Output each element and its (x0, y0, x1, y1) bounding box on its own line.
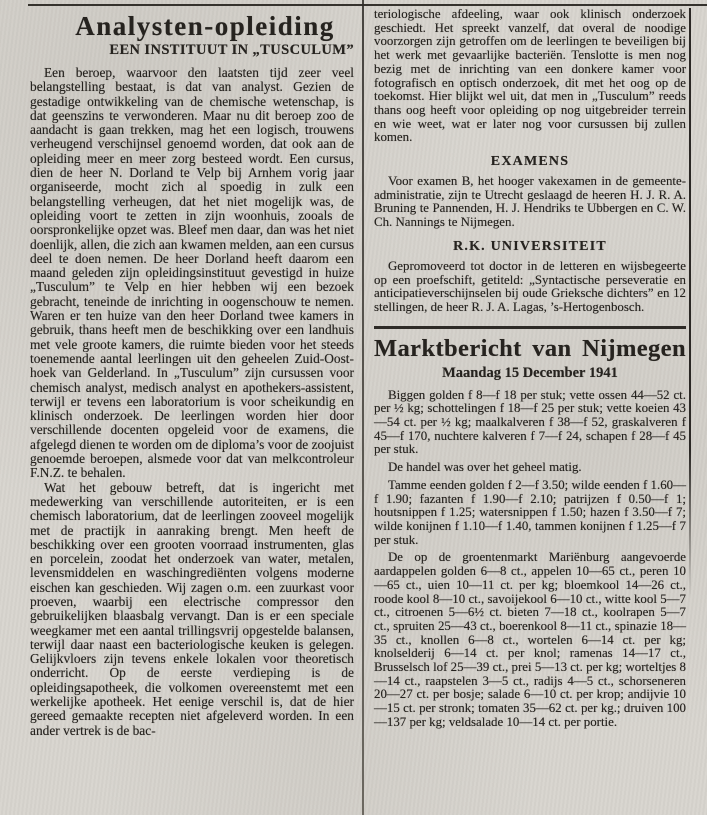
top-horizontal-rule (28, 4, 707, 6)
right-column (374, 8, 686, 730)
rk-universiteit-paragraph: Gepromoveerd tot doctor in de letteren en wijsbegeerte op een proefschift, getiteld: „Syntactische perseveratie en anticipatieverschijnselen bij oude Grieksche dichters” en 12 stellingen, de heer R. J. A. Lagas, ’s-Hertogenbosch. (374, 258, 686, 314)
market-paragraph-trade-note: De handel was over het geheel matig. (388, 460, 582, 475)
market-paragraph-vegetables: De op de groentenmarkt Mariënburg aangevoerde aardappelen golden 6—8 ct., appelen 10—65 ct., peren 10—65 ct., uien 10—11 ct. per kg; bloemkool 14—26 ct., roode kool 8—10 ct., savoijekool 6—10 ct., witte kool 5—7 ct., citroenen 5—6½ ct. bieten 7—18 ct., koolrapen 5—7 ct., spruiten 25—43 ct., boerenkool 8—11 ct., spinazie 18—35 ct., knollen 6—8 ct., wortelen 6—14 ct. per kg; knolselderij 6—14 ct. per knol; ramenas 14—17 ct., Brusselsch lof 25—39 ct., prei 5—13 ct. per kg; worteltjes 8—14 ct., raapstelen 3—5 ct., radijs 4—5 ct., schorseneren 20—27 ct. per bosje; salade 6—10 ct. per krop; andijvie 10—15 ct. per stronk; tomaten 35—62 ct. per kg.; druiven 100—137 per kg; veldsalade 10—14 ct. per portie. (374, 550, 686, 729)
section-heading-rk-universiteit: R.K. UNIVERSITEIT (453, 238, 607, 254)
market-paragraph-livestock: Biggen golden f 8—f 18 per stuk; vette ossen 44—52 ct. per ½ kg; schottelingen f 18—f 25 per stuk; vette koeien 43—54 ct. per ½ kg; maalkalveren f 38—f 52, graskalveren f 45—f 170, nuchtere kalveren f 7—f 24, schapen f 28—f 45 per stuk. (374, 387, 686, 457)
market-report-title: Marktbericht van Nijmegen (374, 334, 686, 362)
article-title: Analysten-opleiding (75, 11, 335, 41)
article-paragraph: Wat het gebouw betreft, dat is ingericht met medewerking van verschillende autoriteiten, er is een chemisch laboratorium, dat de leerlingen zooveel mogelijk met de practijk in aanraking brengt. Men heeft de beschikking over een grooten voorraad instrumenten, glas en porcelein, zoodat het onderzoek van water, metalen, levensmiddelen en waschingrediënten volgens moderne eischen kan geschieden. Wij zagen o.m. een zuurkast voor proeven, waarbij een electrische compressor den gebruikelijken blaasbalg vervangt. Dan is er een speciale weegkamer met een aantal trillingsvrij opgestelde balansen, terwijl daar naast een bacteriologische keuken is gelegen. Gelijkvloers zijn tevens enkele lokalen voor theoretisch onderricht. Op de eerste verdieping is de opleidingsapotheek, die volkomen overeenstemt met een werkelijke apotheek. Het eenige verschil is, dat de hier gereed gemaakte recepten niet afgeleverd worden. In een ander vertrek is de bac- (30, 479, 354, 738)
article-paragraph: Een beroep, waarvoor den laatsten tijd zeer veel belangstelling bestaat, is dat van analyst. Gezien de gestadige ontwikkeling van de chemische wetenschap, is dat geenszins te verwonderen. Maar nu dit beroep zoo de aandacht is gaan trekken, mag het een logisch, trouwens verheugend verschijnsel genoemd worden, dat ook aan de opleiding meer en meer zorg besteed wordt. Een cursus, dien de heer N. Dorland te Velp bij Arnhem vorig jaar organiseerde, mocht zich al spoedig in zulk een belangstelling verheugen, dat het niet mogelijk was, de opleiding voort te zetten in zijn woonhuis, zooals de oorspronkelijke opzet was. Bleef men daar, dan was het niet doenlijk, allen, die zich aan kwamen melden, aan een cursus deel te doen nemen. De heer Dorland heeft daarom een maand geleden zijn opleidingsinstituut gevestigd in huize „Tusculum” te Velp en hier hebben wij een bezoek gebracht, teneinde de inrichting in oogenschouw te nemen. Waren er ten huize van den heer Dorland twee kamers in gebruik, thans heeft men de beschikking over een landhuis met vele groote kamers, die ruimte bieden voor het steeds toenemende aantal leerlingen uit den geheelen Zuid-Oost-hoek van Gelderland. In „Tusculum” zijn cursussen voor chemisch analyst, medisch analyst en apothekers-assistent, terwijl er tevens een laboratorium is voor scheikundig en klinisch onderzoek. De leerlingen worden hier door verschillende docenten opgeleid voor de examens, die afgelegd dienen te worden om de diploma’s voor de zoojuist genoemde beroepen, alsmede voor dat van melkcontroleur F.N.Z. te behalen. (30, 65, 354, 481)
column-divider-line (362, 0, 364, 815)
article-continuation-paragraph: teriologische afdeeling, waar ook klinisch onderzoek geschiedt. Het spreekt vanzelf, dat overal de noodige voorzorgen zijn getroffen om de leerlingen te beveiligen bij het werk met gevaarlijke bacteriën. Tenslotte is men nog bezig met de inrichting van een donkere kamer voor fotografisch en optisch onderzoek, dit met het oog op de toekomst. Hier blijkt wel uit, dat men in „Tusculum” reeds thans oog heeft voor opleiding op nog uitgebreider terrein en wie weet, wat er later nog voor cursussen bij zullen komen. (374, 7, 686, 145)
right-edge-rule (689, 8, 691, 598)
market-paragraph-poultry-game: Tamme eenden golden f 2—f 3.50; wilde eenden f 1.60—f 1.90; fazanten f 1.90—f 2.10; patrijzen f 0.50—f 1; houtsnippen f 1.25; watersnippen f 1.50; hazen f 3.50—f 7; wilde konijnen f 1.10—f 1.40, tammen konijnen f 1.25—f 7 per stuk. (374, 477, 687, 547)
examens-paragraph: Voor examen B, het hooger vakexamen in de gemeente-administratie, zijn te Utrecht geslaagd de heeren H. J. R. A. Bruning te Pannenden, H. J. Hendriks te Ubbergen en C. W. Ch. Nannings te Nijmegen. (374, 174, 686, 230)
left-column (30, 11, 354, 738)
section-heading-examens: EXAMENS (490, 154, 570, 170)
market-section-rule (374, 326, 686, 329)
article-subtitle: EEN INSTITUUT IN „TUSCULUM” (109, 42, 354, 58)
market-report-date: Maandag 15 December 1941 (442, 364, 618, 381)
